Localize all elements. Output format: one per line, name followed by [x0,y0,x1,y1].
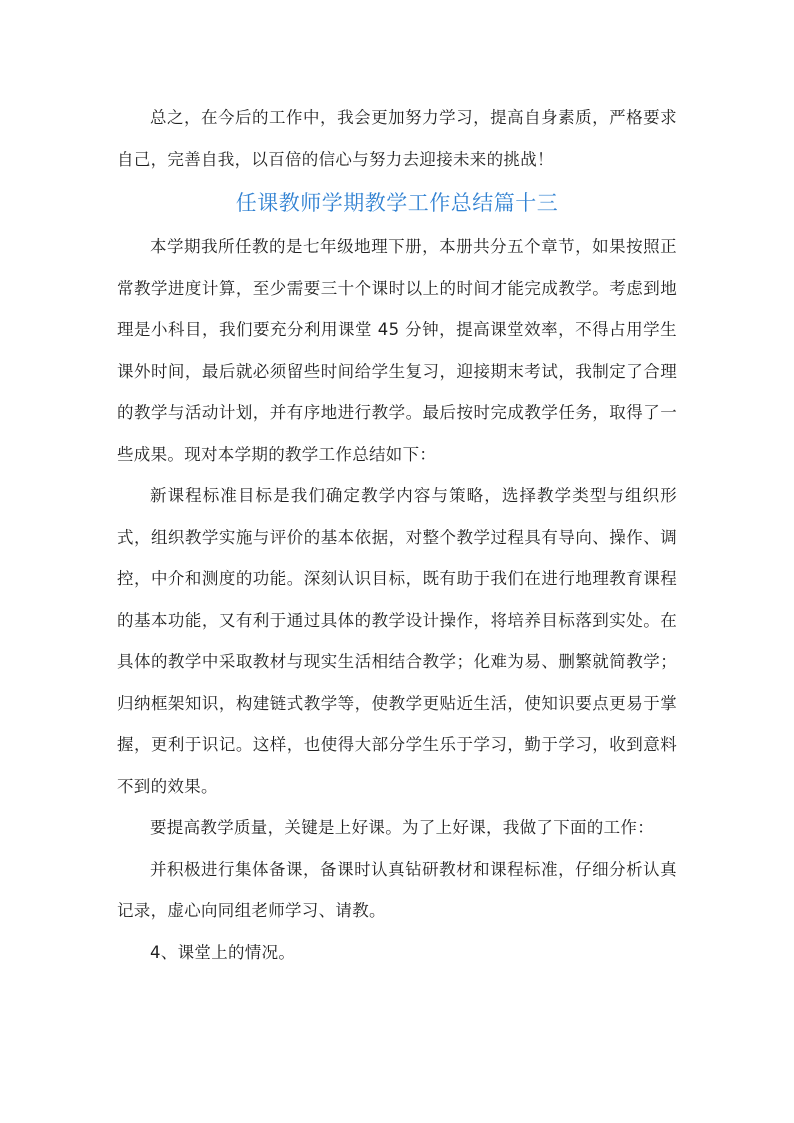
section-heading: 任课教师学期教学工作总结篇十三 [235,191,559,215]
paragraph-lesson-prep: 并积极进行集体备课，备课时认真钻研教材和课程标准，仔细分析认真记录，虚心向同组老师学习、请教。 [117,859,677,920]
paragraph-curriculum-goals: 新课程标准目标是我们确定教学内容与策略，选择教学类型与组织形式，组织教学实施与评价的基本依据，对整个教学过程具有导向、操作、调控，中介和测度的功能。深刻认识目标，既有助于我们在进行地理教育课程的基本功能，又有利于通过具体的教学设计操作，将培养目标落到实处。在具体的教学中采取教材与现实生活相结合教学；化难为易、删繁就简教学；归纳框架知识，构建链式教学等，使教学更贴近生活，使知识要点更易于掌握，更利于识记。这样，也使得大部分学生乐于学习，勤于学习，收到意料不到的效果。 [117,486,677,796]
document-page [117,97,677,973]
paragraph-intro: 本学期我所任教的是七年级地理下册，本册共分五个章节，如果按照正常教学进度计算，至少需要三十个课时以上的时间才能完成教学。考虑到地理是小科目，我们要充分利用课堂 45 分钟，提高课堂效率，不得占用学生课外时间，最后就必须留些时间给学生复习，迎接期末考试，我制定了合理的教学与活动计划，并有序地进行教学。最后按时完成教学任务，取得了一些成果。现对本学期的教学工作总结如下： [117,237,677,464]
paragraph-closing-summary: 总之，在今后的工作中，我会更加努力学习，提高自身素质，严格要求自己，完善自我，以百倍的信心与努力去迎接未来的挑战！ [117,108,677,169]
paragraph-teaching-quality: 要提高教学质量，关键是上好课。为了上好课，我做了下面的工作： [150,818,654,837]
paragraph-classroom: 4、课堂上的情况。 [150,942,296,962]
